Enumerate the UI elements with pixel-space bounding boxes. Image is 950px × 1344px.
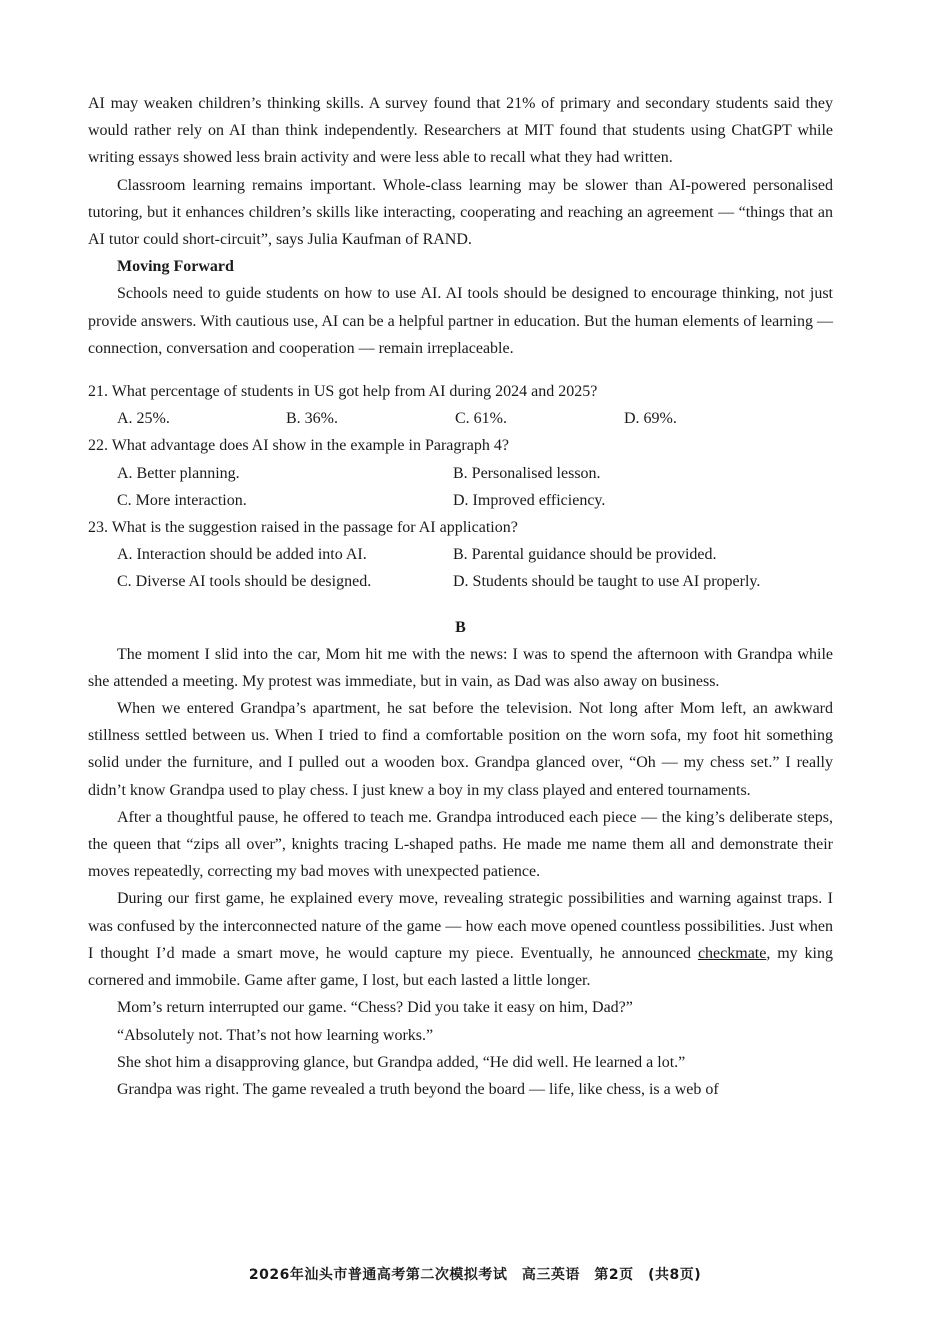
text-run: During our first game, he explained every move, revealing strategic possibilities and warning against traps. I was confused by the interconnected nature of the game — how each move opened countless possibilities. Just when I thought I’d made a smart move, he would capture my piece. Eventually, he announced (88, 890, 833, 962)
option-row (88, 487, 833, 514)
page-footer: 2026年汕头市普通高考第二次模拟考试 高三英语 第2页 (共8页) (248, 1267, 702, 1283)
paragraph: Grandpa was right. The game revealed a truth beyond the board — life, like chess, is a web of (117, 1080, 719, 1098)
option: C. 61%. (455, 410, 507, 428)
option-row (88, 460, 833, 487)
option: D. Improved efficiency. (453, 491, 606, 509)
question-stem: 23. What is the suggestion raised in the passage for AI application? (88, 519, 518, 537)
exam-page (88, 90, 833, 1103)
option: B. Parental guidance should be provided. (453, 546, 717, 564)
option: D. 69%. (624, 410, 677, 428)
option: C. More interaction. (117, 491, 247, 509)
option: B. Personalised lesson. (453, 464, 601, 482)
paragraph: When we entered Grandpa’s apartment, he sat before the television. Not long after Mom left, an awkward stillness settled between us. When I tried to find a comfortable position on the worn sofa, my foot hit something solid under the furniture, and I pulled out a wooden box. Grandpa glanced over, “Oh — my chess set.” I really didn’t know Grandpa used to play chess. I just knew a boy in my class played and entered tournaments. (88, 700, 833, 799)
question-stem: 22. What advantage does AI show in the example in Paragraph 4? (88, 437, 509, 455)
paragraph (88, 885, 833, 994)
option: A. Better planning. (117, 464, 240, 482)
passage-title: B (455, 618, 466, 636)
paragraph: Mom’s return interrupted our game. “Chess? Did you take it easy on him, Dad?” (117, 999, 633, 1017)
option: B. 36%. (286, 410, 338, 428)
paragraph: “Absolutely not. That’s not how learning works.” (117, 1026, 434, 1044)
option: A. 25%. (117, 410, 170, 428)
option: C. Diverse AI tools should be designed. (117, 573, 372, 591)
paragraph: After a thoughtful pause, he offered to teach me. Grandpa introduced each piece — the king’s deliberate steps, the queen that “zips all over”, knights tracing L-shaped paths. He made me name them all and demonstrate their moves repeatedly, correcting my bad moves with unexpected patience. (88, 808, 833, 881)
question-stem: 21. What percentage of students in US got help from AI during 2024 and 2025? (88, 383, 598, 401)
section-heading: Moving Forward (117, 258, 234, 276)
underlined-word: checkmate (697, 944, 767, 962)
paragraph: She shot him a disapproving glance, but Grandpa added, “He did well. He learned a lot.” (117, 1053, 686, 1071)
paragraph: AI may weaken children’s thinking skills. A survey found that 21% of primary and secondary students said they would rather rely on AI than think independently. Researchers at MIT found that students using ChatGPT while writing essays showed less brain activity and were less able to recall what they had written. (88, 95, 833, 167)
paragraph: Classroom learning remains important. Whole-class learning may be slower than AI-powered personalised tutoring, but it enhances children’s skills like interacting, cooperating and reaching an agreement — “things that an AI tutor could short-circuit”, says Julia Kaufman of RAND. (88, 176, 833, 249)
option-row (88, 541, 833, 568)
question-list (88, 378, 833, 596)
option-row (88, 405, 833, 432)
option: D. Students should be taught to use AI properly. (453, 573, 761, 591)
text-run: , my king cornered and immobile. Game after game, I lost, but each lasted a little longer. (88, 944, 834, 990)
option: A. Interaction should be added into AI. (117, 546, 367, 564)
paragraph: Schools need to guide students on how to use AI. AI tools should be designed to encourage thinking, not just provide answers. With cautious use, AI can be a helpful partner in education. But the human elements of learning — connection, conversation and cooperation — remain irreplaceable. (88, 285, 833, 357)
option-row (88, 568, 833, 595)
paragraph: The moment I slid into the car, Mom hit me with the news: I was to spend the afternoon with Grandpa while she attended a meeting. My protest was immediate, but in vain, as Dad was also away on business. (88, 645, 833, 690)
